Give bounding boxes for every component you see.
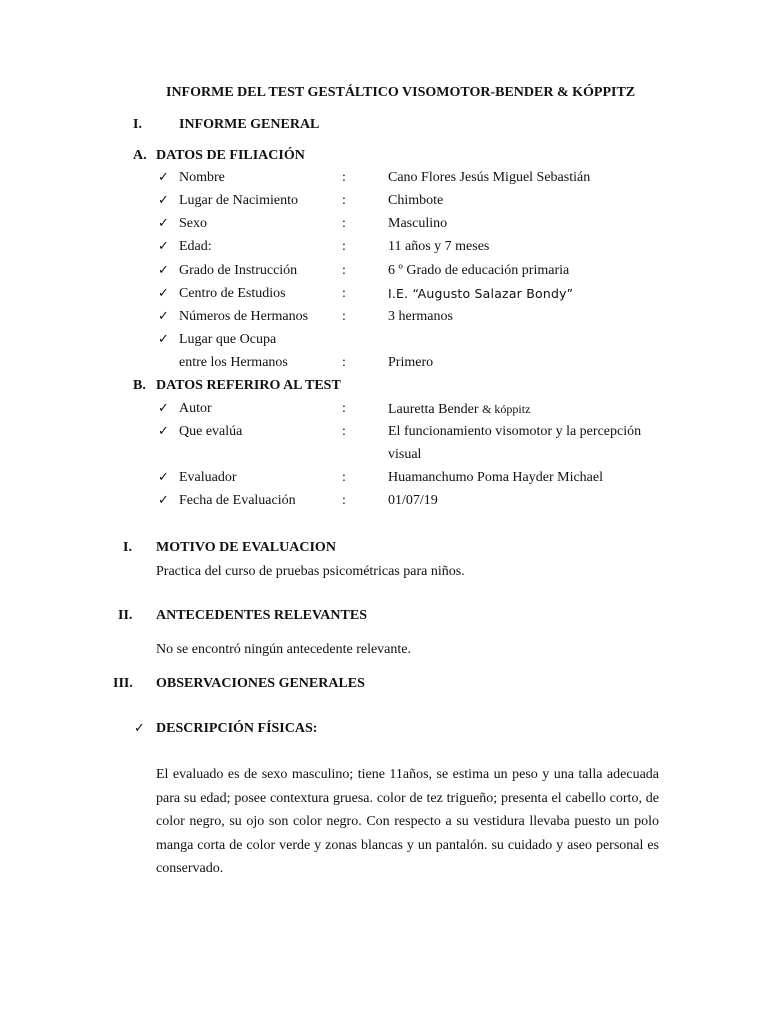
- field-label-fecha-evaluacion: Fecha de Evaluación: [179, 493, 296, 508]
- section-number: III.: [113, 676, 133, 691]
- field-label-edad: Edad:: [179, 239, 212, 254]
- subsection-heading-test: DATOS REFERIRO AL TEST: [156, 378, 341, 393]
- subsection-heading-descripcion: DESCRIPCIÓN FÍSICAS:: [156, 721, 318, 736]
- subsection-heading-filiacion: DATOS DE FILIACIÓN: [156, 148, 305, 163]
- checkmark-icon: ✓: [158, 286, 169, 301]
- field-value-que-evalua: El funcionamiento visomotor y la percepción: [388, 424, 642, 439]
- field-separator: :: [342, 239, 346, 254]
- field-label-nombre: Nombre: [179, 170, 225, 185]
- checkmark-icon: ✓: [158, 332, 169, 347]
- checkmark-icon: ✓: [158, 216, 169, 231]
- section-number: I.: [123, 540, 132, 555]
- field-value-sexo: Masculino: [388, 216, 448, 231]
- section-number: I.: [133, 117, 142, 132]
- field-separator: :: [342, 355, 346, 370]
- field-value-centro-estudios: I.E. “Augusto Salazar Bondy”: [388, 286, 574, 301]
- field-separator: :: [342, 170, 346, 185]
- field-value-grado-instruccion: 6 º Grado de educación primaria: [388, 263, 570, 278]
- field-label-sexo: Sexo: [179, 216, 207, 231]
- field-label-lugar-ocupa-cont: entre los Hermanos: [179, 355, 288, 370]
- section-heading-motivo: MOTIVO DE EVALUACION: [156, 540, 336, 555]
- field-label-centro-estudios: Centro de Estudios: [179, 286, 286, 301]
- section-text-antecedentes: No se encontró ningún antecedente relevante.: [156, 642, 412, 657]
- field-value-autor: [388, 400, 530, 419]
- field-label-numero-hermanos: Números de Hermanos: [179, 309, 309, 324]
- field-separator: :: [342, 286, 346, 301]
- field-value-que-evalua-cont: visual: [388, 447, 422, 462]
- field-value-lugar-ocupa: Primero: [388, 355, 434, 370]
- field-separator: :: [342, 216, 346, 231]
- field-separator: :: [342, 401, 346, 416]
- checkmark-icon: ✓: [134, 721, 145, 736]
- section-heading-observaciones: OBSERVACIONES GENERALES: [156, 676, 365, 691]
- field-value-fecha-evaluacion: 01/07/19: [388, 493, 438, 508]
- field-label-autor: Autor: [179, 401, 212, 416]
- field-value-numero-hermanos: 3 hermanos: [388, 309, 453, 324]
- field-label-que-evalua: Que evalúa: [179, 424, 243, 439]
- field-label-evaluador: Evaluador: [179, 470, 237, 485]
- checkmark-icon: ✓: [158, 263, 169, 278]
- section-heading-antecedentes: ANTECEDENTES RELEVANTES: [156, 608, 367, 623]
- checkmark-icon: ✓: [158, 424, 169, 439]
- checkmark-icon: ✓: [158, 239, 169, 254]
- field-separator: :: [342, 309, 346, 324]
- field-value-edad: 11 años y 7 meses: [388, 239, 490, 254]
- paragraph-descripcion: El evaluado es de sexo masculino; tiene 11años, se estima un peso y una talla adecuada para su edad; posee contextura gruesa. color de tez trigueño; presenta el cabello corto, de color negro, su ojo son color negro. Con respecto a su vestidura llevaba puesto un polo manga corta de color verde y zonas blancas y un pantalón. su cuidado y aseo personal es conservado.: [156, 767, 659, 876]
- field-label-lugar-ocupa: Lugar que Ocupa: [179, 332, 277, 347]
- subsection-letter: B.: [133, 378, 146, 393]
- field-value-nombre: Cano Flores Jesús Miguel Sebastián: [388, 170, 591, 185]
- field-label-lugar-nacimiento: Lugar de Nacimiento: [179, 193, 298, 208]
- field-separator: :: [342, 193, 346, 208]
- checkmark-icon: ✓: [158, 170, 169, 185]
- document-title: INFORME DEL TEST GESTÁLTICO VISOMOTOR-BENDER & KÓPPITZ: [166, 85, 636, 100]
- checkmark-icon: ✓: [158, 470, 169, 485]
- section-text-motivo: Practica del curso de pruebas psicométricas para niños.: [156, 564, 465, 579]
- field-value-autor-coauthor: & kóppitz: [482, 402, 531, 416]
- checkmark-icon: ✓: [158, 401, 169, 416]
- checkmark-icon: ✓: [158, 193, 169, 208]
- checkmark-icon: ✓: [158, 309, 169, 324]
- checkmark-icon: ✓: [158, 493, 169, 508]
- subsection-letter: A.: [133, 148, 147, 163]
- field-label-grado-instruccion: Grado de Instrucción: [179, 263, 298, 278]
- field-separator: :: [342, 493, 346, 508]
- field-value-autor-name: Lauretta Bender: [388, 402, 479, 417]
- field-separator: :: [342, 424, 346, 439]
- field-separator: :: [342, 470, 346, 485]
- field-value-lugar-nacimiento: Chimbote: [388, 193, 444, 208]
- field-value-evaluador: Huamanchumo Poma Hayder Michael: [388, 470, 603, 485]
- section-heading-informe-general: INFORME GENERAL: [179, 117, 320, 132]
- section-number: II.: [118, 608, 133, 623]
- field-separator: :: [342, 263, 346, 278]
